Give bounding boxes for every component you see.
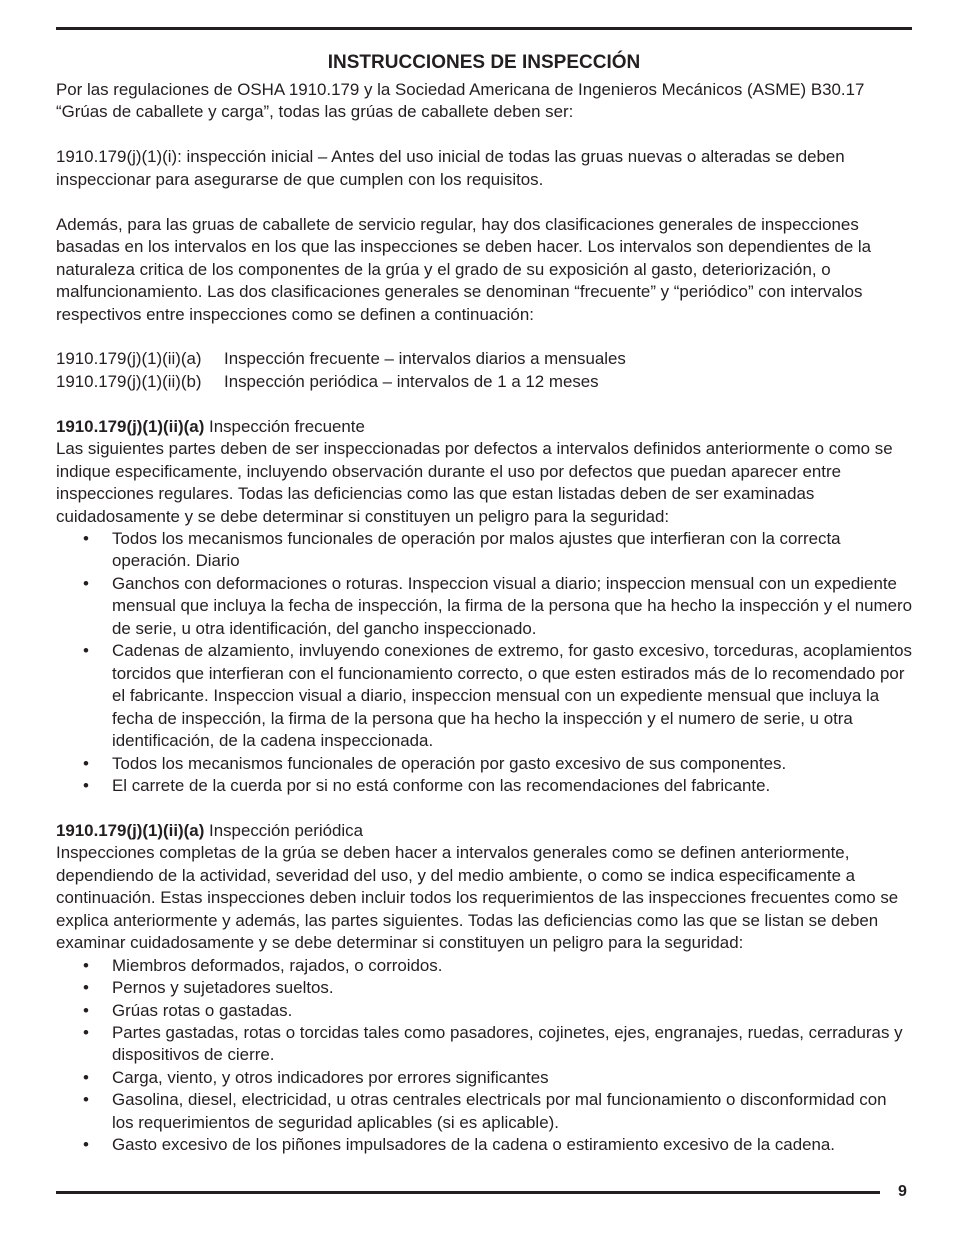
page-number: 9 <box>898 1183 907 1200</box>
bullet-icon: • <box>83 753 89 773</box>
list-item-text: El carrete de la cuerda por si no está conforme con las recomendaciones del fabricante. <box>112 775 771 795</box>
bottom-rule <box>56 1191 880 1194</box>
list-item <box>56 753 912 775</box>
interval-line <box>56 371 912 393</box>
frequent-heading-text: Inspección frecuente <box>204 416 365 436</box>
list-item-text: Miembros deformados, rajados, o corroidos. <box>112 955 443 975</box>
bullet-icon: • <box>83 1022 89 1042</box>
frequent-section <box>56 416 912 798</box>
page-content <box>56 50 912 1157</box>
list-item <box>56 573 912 640</box>
bullet-icon: • <box>83 955 89 975</box>
interval-code: 1910.179(j)(1)(ii)(b) <box>56 371 202 391</box>
frequent-body: Las siguientes partes deben de ser inspeccionadas por defectos a intervalos definidos anteriormente o como se indique especificamente, incluyendo observación durante el uso por defectos que puedan aparecer entre inspecciones regulares. Todas las deficiencias como las que estan listadas deben de ser examinadas cuidadosamente y se debe determinar si constituyen un peligro para la seguridad: <box>56 439 893 526</box>
list-item-text: Gasto excesivo de los piñones impulsadores de la cadena o estiramiento excesivo de la cadena. <box>112 1135 835 1155</box>
list-item <box>56 1134 912 1156</box>
initial-inspection-paragraph: 1910.179(j)(1)(i): inspección inicial – Antes del uso inicial de todas las gruas nuevas o alteradas se deben inspeccionar para asegurarse de que cumplen con los requisitos. <box>56 147 845 189</box>
list-item-text: Gasolina, diesel, electricidad, u otras centrales electricals por mal funcionamiento o disconformidad con los requerimientos de seguridad aplicables (si es aplicable). <box>112 1090 887 1132</box>
list-item-text: Todos los mecanismos funcionales de operación por gasto excesivo de sus componentes. <box>112 753 787 773</box>
list-item-text: Grúas rotas o gastadas. <box>112 1000 293 1020</box>
periodic-body: Inspecciones completas de la grúa se deben hacer a intervalos generales como se definen anteriormente, dependiendo de la actividad, severidad del uso, y del medio ambiente, o como se indica especificamente a continuación. Estas inspecciones deben incluir todos los requerimientos de las inspecciones frecuentes como se explica anteriormente y además, las partes siguientes. Todas las deficiencias como las que se listan se deben examinar cuidadosamente y se debe determinar si constituyen un peligro para la seguridad: <box>56 843 899 953</box>
list-item-text: Todos los mecanismos funcionales de operación por malos ajustes que interfieran con la correcta operación. Diario <box>112 529 841 571</box>
interval-text: Inspección periódica – intervalos de 1 a 12 meses <box>224 371 599 391</box>
interval-text: Inspección frecuente – intervalos diarios a mensuales <box>224 349 626 369</box>
periodic-code: 1910.179(j)(1)(ii)(a) <box>56 820 205 840</box>
bullet-icon: • <box>83 1067 89 1087</box>
frequent-list <box>56 528 912 797</box>
bullet-icon: • <box>83 573 89 593</box>
periodic-list <box>56 955 912 1157</box>
bullet-icon: • <box>83 1000 89 1020</box>
list-item-text: Cadenas de alzamiento, invluyendo conexiones de extremo, for gasto excesivo, torceduras, acoplamientos torcidos que interfieran con el funcionamiento correcto, o que esten estirados más de lo recomendado por el fabricante. Inspeccion visual a diario, inspeccion mensual con un expediente mensual que incluya la fecha de inspección, la firma de la persona que ha hecho la inspección y el numero de serie, u otra identificación, de la cadena inspeccionada. <box>112 641 912 751</box>
interval-line <box>56 348 912 370</box>
list-item <box>56 1000 912 1022</box>
list-item <box>56 955 912 977</box>
interval-code: 1910.179(j)(1)(ii)(a) <box>56 349 202 369</box>
list-item <box>56 1089 912 1134</box>
bullet-icon: • <box>83 529 89 548</box>
frequent-code: 1910.179(j)(1)(ii)(a) <box>56 416 205 436</box>
classification-paragraph: Además, para las gruas de caballete de servicio regular, hay dos clasificaciones generales de inspecciones basadas en los intervalos en los que las inspecciones se deben hacer. Los intervalos son dependientes de la naturaleza critica de los componentes de la grúa y el grado de su exposición al gasto, deteriorización, o malfuncionamiento. Las dos clasificaciones generales se denominan “frecuente” y “periódico” con intervalos respectivos entre inspecciones como se definen a continuación: <box>56 214 872 324</box>
list-item-text: Ganchos con deformaciones o roturas. Inspeccion visual a diario; inspeccion mensual con un expediente mensual que incluya la fecha de inspección, la firma de la persona que ha hecho la inspección y el numero de serie, u otra identificación, del gancho inspeccionado. <box>112 573 912 638</box>
bullet-icon: • <box>83 1090 89 1110</box>
top-rule <box>56 27 912 30</box>
intro-paragraph: Por las regulaciones de OSHA 1910.179 y la Sociedad Americana de Ingenieros Mecánicos (ASME) B30.17 “Grúas de caballete y carga”, todas las grúas de caballete deben ser: <box>56 80 865 122</box>
bullet-icon: • <box>83 978 89 998</box>
list-item <box>56 640 912 752</box>
bullet-icon: • <box>83 641 89 661</box>
list-item <box>56 775 912 797</box>
list-item-text: Partes gastadas, rotas o torcidas tales como pasadores, cojinetes, ejes, engranajes, ruedas, cerraduras y dispositivos de cierre. <box>112 1022 903 1065</box>
list-item <box>56 528 912 573</box>
list-item-text: Pernos y sujetadores sueltos. <box>112 978 334 998</box>
bullet-icon: • <box>83 1135 89 1155</box>
list-item <box>56 1022 912 1067</box>
frequent-heading <box>56 416 912 438</box>
intervals-list <box>56 348 912 393</box>
periodic-heading <box>56 820 912 842</box>
list-item <box>56 1067 912 1089</box>
bullet-icon: • <box>83 775 89 795</box>
periodic-heading-text: Inspección periódica <box>204 820 364 840</box>
periodic-section <box>56 820 912 1157</box>
page-title: INSTRUCCIONES DE INSPECCIÓN <box>327 52 641 73</box>
list-item-text: Carga, viento, y otros indicadores por errores significantes <box>112 1067 549 1087</box>
list-item <box>56 977 912 999</box>
